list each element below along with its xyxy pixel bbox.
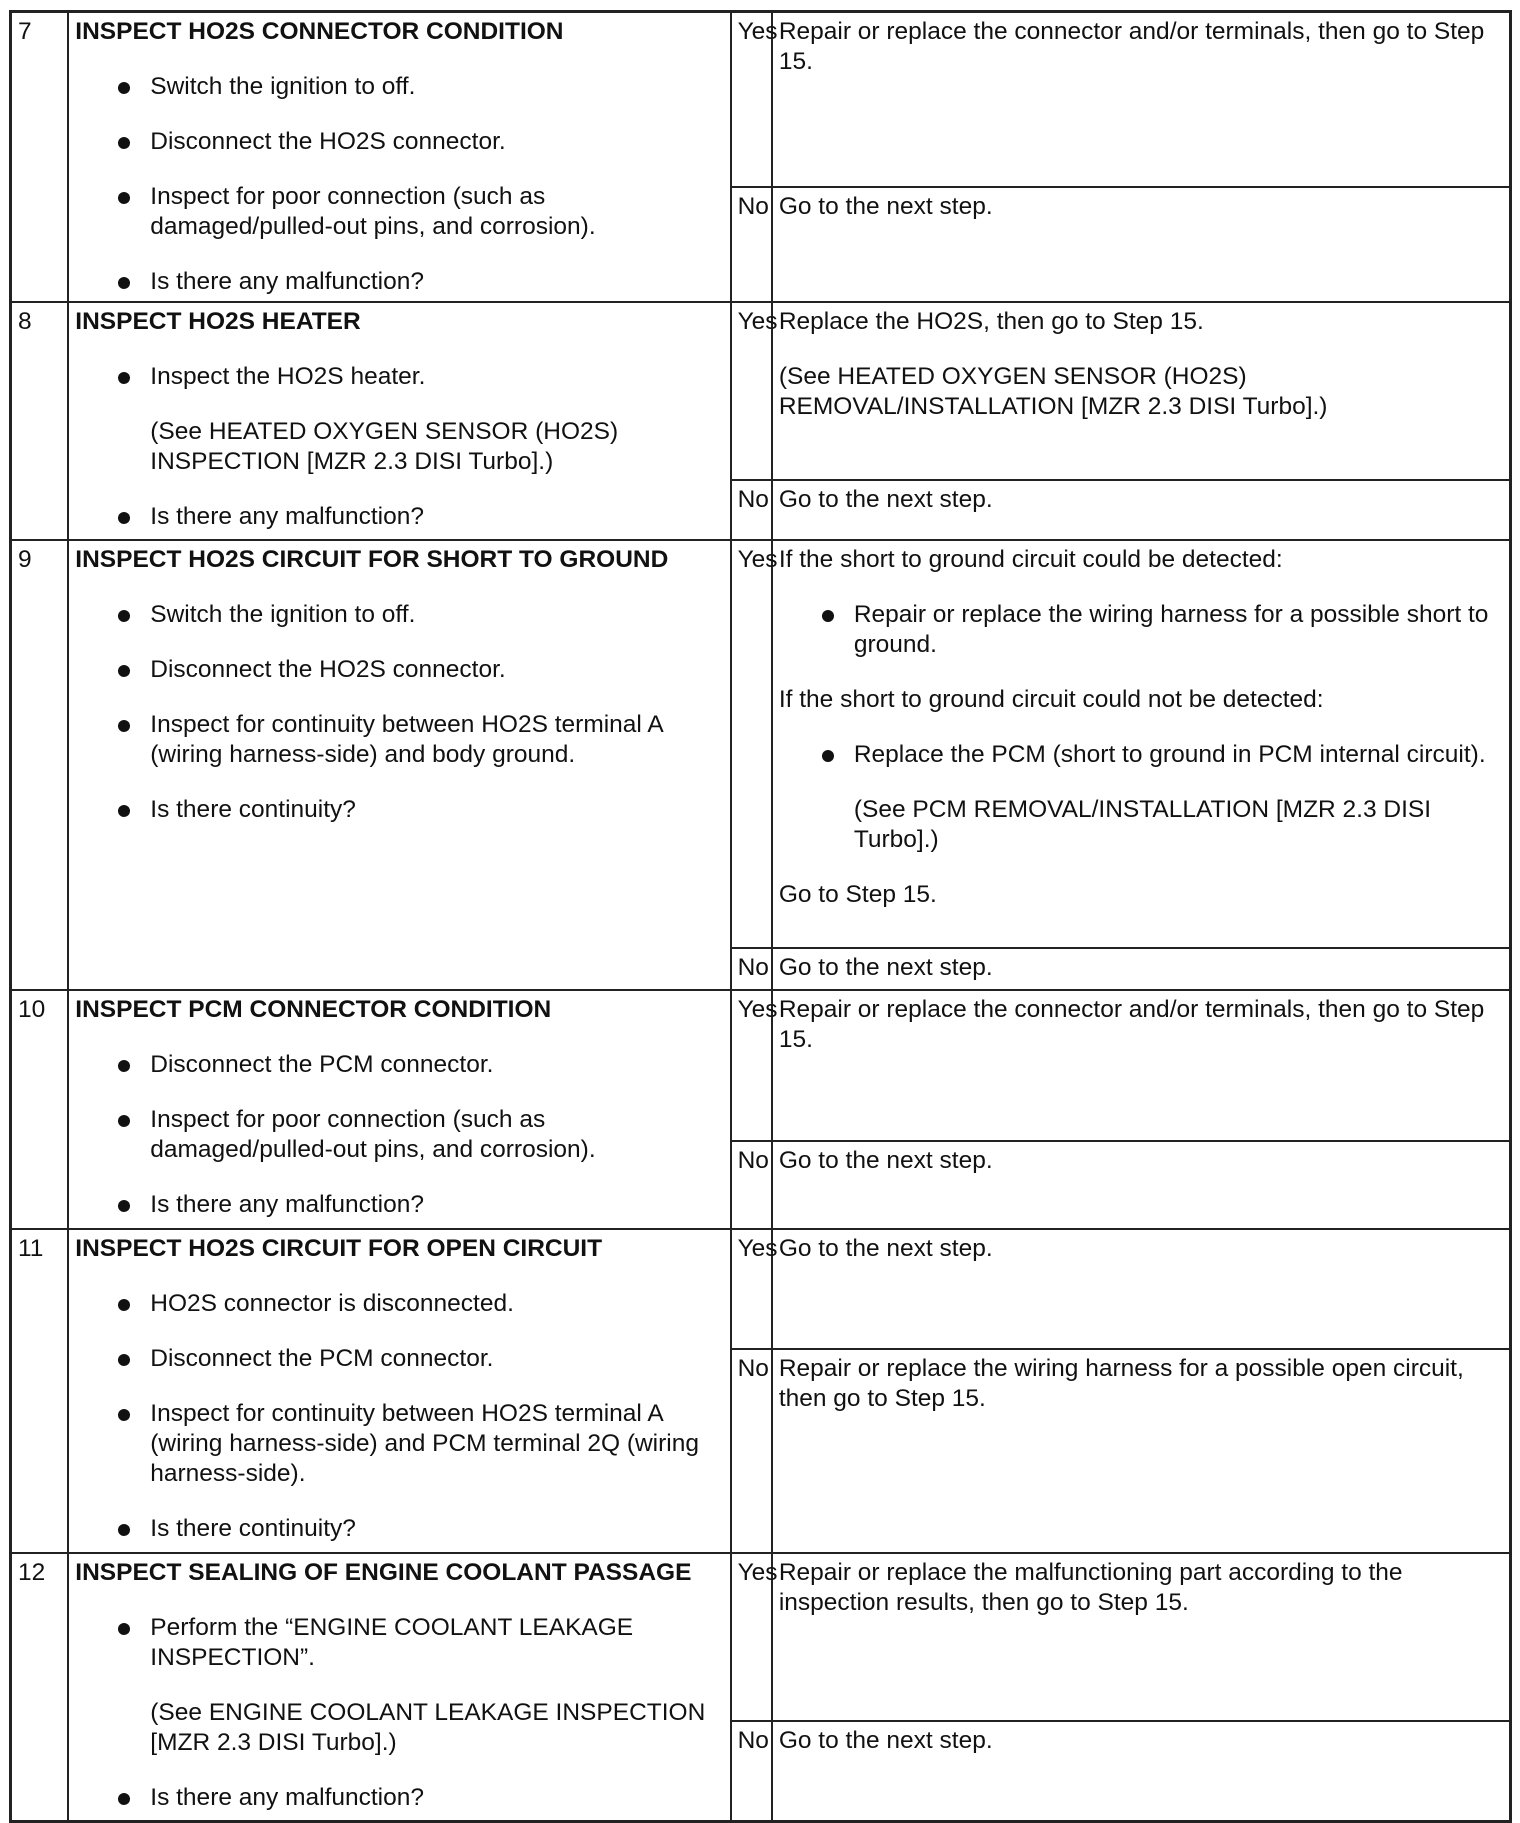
inspection-bullet: Is there any malfunction?	[75, 1190, 723, 1220]
yes-action: Replace the HO2S, then go to Step 15.	[778, 308, 1204, 335]
inspection-bullet: Is there any malfunction?	[75, 502, 723, 532]
step-number: 8	[11, 302, 69, 540]
inspection-bullet: Switch the ignition to off.	[75, 600, 723, 630]
step-row	[11, 1229, 1511, 1349]
no-action: Go to the next step.	[772, 1141, 1511, 1229]
step-title: INSPECT HO2S CIRCUIT FOR SHORT TO GROUND	[75, 546, 669, 573]
inspection-bullet: Is there continuity?	[75, 1514, 723, 1544]
no-label: No	[731, 1721, 772, 1821]
step-title: INSPECT PCM CONNECTOR CONDITION	[75, 996, 552, 1023]
yes-cell	[772, 302, 1511, 480]
inspection-bullet: Disconnect the PCM connector.	[75, 1344, 723, 1374]
yes-action: Repair or replace the malfunctioning part according to the inspection results, then go to Step 15.	[772, 1553, 1511, 1721]
yes-label: Yes	[731, 302, 772, 480]
inspection-bullet: Inspect for poor connection (such as damaged/pulled-out pins, and corrosion).	[75, 182, 723, 242]
inspection-cell	[68, 1553, 730, 1821]
no-label: No	[731, 187, 772, 302]
bullet-text: Inspect the HO2S heater.	[150, 363, 426, 390]
no-action: Repair or replace the wiring harness for a possible open circuit, then go to Step 15.	[772, 1349, 1511, 1553]
yes-label: Yes	[731, 990, 772, 1141]
no-action: Go to the next step.	[772, 187, 1511, 302]
no-label: No	[731, 1141, 772, 1229]
inspection-bullet	[75, 1613, 723, 1758]
no-action: Go to the next step.	[772, 480, 1511, 540]
step-row	[11, 302, 1511, 480]
inspection-bullet: HO2S connector is disconnected.	[75, 1289, 723, 1319]
step-row	[11, 1553, 1511, 1721]
no-label: No	[731, 1349, 772, 1553]
reference-note: (See PCM REMOVAL/INSTALLATION [MZR 2.3 DISI Turbo].)	[853, 796, 1432, 853]
step-number: 10	[11, 990, 69, 1229]
step-number: 7	[11, 12, 69, 303]
no-label: No	[731, 480, 772, 540]
step-title: INSPECT HO2S CIRCUIT FOR OPEN CIRCUIT	[75, 1235, 603, 1262]
step-row	[11, 540, 1511, 948]
inspection-bullet: Is there any malfunction?	[75, 267, 723, 297]
inspection-bullet: Is there any malfunction?	[75, 1783, 723, 1813]
diagnostic-procedure-table	[9, 10, 1512, 1823]
reference-note: (See ENGINE COOLANT LEAKAGE INSPECTION [MZR 2.3 DISI Turbo].)	[150, 1699, 706, 1756]
action-bullet: Replace the PCM (short to ground in PCM internal circuit).	[779, 740, 1503, 770]
inspection-bullet	[75, 362, 723, 477]
condition-text: If the short to ground circuit could be detected:	[778, 546, 1283, 573]
action-bullet: Repair or replace the wiring harness for a possible short to ground.	[779, 600, 1503, 660]
bullet-text: Perform the “ENGINE COOLANT LEAKAGE INSPECTION”.	[150, 1614, 634, 1671]
step-title: INSPECT SEALING OF ENGINE COOLANT PASSAGE	[75, 1559, 692, 1586]
step-number: 9	[11, 540, 69, 990]
inspection-bullet: Inspect for poor connection (such as damaged/pulled-out pins, and corrosion).	[75, 1105, 723, 1165]
inspection-bullet: Disconnect the HO2S connector.	[75, 655, 723, 685]
inspection-bullet: Disconnect the HO2S connector.	[75, 127, 723, 157]
yes-label: Yes	[731, 540, 772, 948]
yes-label: Yes	[731, 1553, 772, 1721]
no-action: Go to the next step.	[772, 1721, 1511, 1821]
inspection-bullet: Disconnect the PCM connector.	[75, 1050, 723, 1080]
yes-action: Repair or replace the connector and/or terminals, then go to Step 15.	[772, 12, 1511, 188]
step-row	[11, 990, 1511, 1141]
inspection-bullet: Inspect for continuity between HO2S terminal A (wiring harness-side) and body ground.	[75, 710, 723, 770]
reference-note: (See HEATED OXYGEN SENSOR (HO2S) REMOVAL/INSTALLATION [MZR 2.3 DISI Turbo].)	[778, 363, 1328, 420]
inspection-cell	[68, 990, 730, 1229]
inspection-cell	[68, 302, 730, 540]
inspection-bullet: Inspect for continuity between HO2S terminal A (wiring harness-side) and PCM terminal 2Q (wiring harness-side).	[75, 1399, 723, 1489]
step-number: 12	[11, 1553, 69, 1821]
yes-label: Yes	[731, 12, 772, 188]
step-title: INSPECT HO2S CONNECTOR CONDITION	[75, 18, 564, 45]
inspection-cell	[68, 1229, 730, 1553]
step-number: 11	[11, 1229, 69, 1553]
step-title: INSPECT HO2S HEATER	[75, 308, 361, 335]
no-label: No	[731, 948, 772, 990]
yes-action: Repair or replace the connector and/or terminals, then go to Step 15.	[772, 990, 1511, 1141]
condition-text: If the short to ground circuit could not be detected:	[778, 686, 1324, 713]
no-action: Go to the next step.	[772, 948, 1511, 990]
yes-action: Go to the next step.	[772, 1229, 1511, 1349]
yes-label: Yes	[731, 1229, 772, 1349]
inspection-bullet: Switch the ignition to off.	[75, 72, 723, 102]
inspection-cell	[68, 540, 730, 990]
yes-cell	[772, 540, 1511, 948]
reference-note: (See HEATED OXYGEN SENSOR (HO2S) INSPECTION [MZR 2.3 DISI Turbo].)	[150, 418, 619, 475]
yes-action: Go to Step 15.	[778, 881, 937, 908]
inspection-bullet: Is there continuity?	[75, 795, 723, 825]
step-row	[11, 12, 1511, 188]
inspection-cell	[68, 12, 730, 303]
